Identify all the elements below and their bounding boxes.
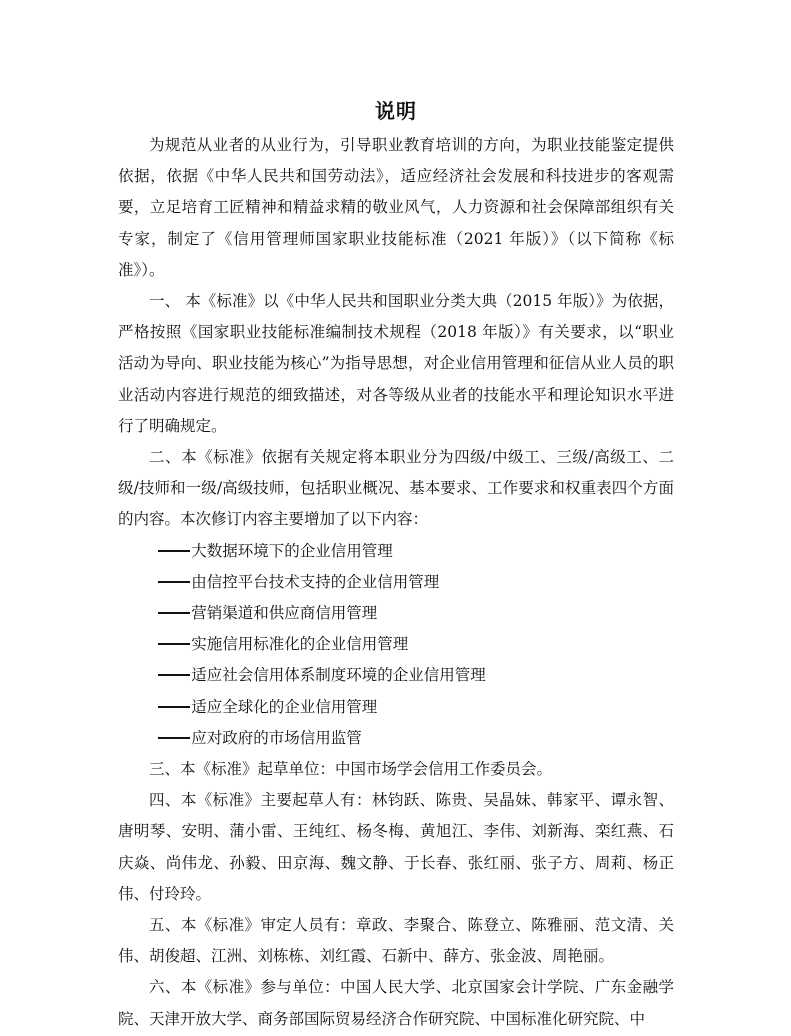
- em-dash-mark: [158, 612, 190, 614]
- list-item: 适应全球化的企业信用管理: [118, 692, 674, 723]
- item-4-paragraph: 四、本《标准》主要起草人有：林钧跃、陈贵、吴晶妹、韩家平、谭永智、唐明琴、安明、蒲小雷、王纯红、杨冬梅、黄旭江、李伟、刘新海、栾红燕、石庆焱、尚伟龙、孙毅、田京海、魏文静、于长春、张红丽、张子方、周莉、杨正伟、付玲玲。: [118, 791, 674, 903]
- item-6-paragraph: 六、本《标准》参与单位：中国人民大学、北京国家会计学院、广东金融学院、天津开放大学、商务部国际贸易经济合作研究院、中国标准化研究院、中: [118, 978, 674, 1028]
- em-dash-mark: [158, 706, 190, 708]
- document-page: [118, 96, 674, 1035]
- list-item: 由信控平台技术支持的企业信用管理: [118, 567, 674, 598]
- em-dash-mark: [158, 643, 190, 645]
- em-dash-mark: [158, 550, 190, 552]
- list-item: 营销渠道和供应商信用管理: [118, 598, 674, 629]
- item-2-paragraph: 二、本《标准》依据有关规定将本职业分为四级/中级工、三级/高级工、二级/技师和一级/高级技师，包括职业概况、基本要求、工作要求和权重表四个方面的内容。本次修订内容主要增加了以下内容：: [118, 448, 674, 529]
- intro-paragraph: 为规范从业者的从业行为，引导职业教育培训的方向，为职业技能鉴定提供依据，依据《中华人民共和国劳动法》，适应经济社会发展和科技进步的客观需要，立足培育工匠精神和精益求精的敬业风气，人力资源和社会保障部组织有关专家，制定了《信用管理师国家职业技能标准（2021 年版）》（以下简称《标准》）。: [118, 136, 674, 279]
- document-title: 说明: [375, 99, 417, 123]
- item-3-paragraph: 三、本《标准》起草单位：中国市场学会信用工作委员会。: [149, 760, 553, 779]
- list-item: 应对政府的市场信用监管: [118, 723, 674, 754]
- list-item: 适应社会信用体系制度环境的企业信用管理: [118, 660, 674, 691]
- em-dash-mark: [158, 737, 190, 739]
- em-dash-mark: [158, 674, 190, 676]
- list-item: 实施信用标准化的企业信用管理: [118, 629, 674, 660]
- item-1-paragraph: 一、 本《标准》以《中华人民共和国职业分类大典（2015 年版）》为依据，严格按照《国家职业技能标准编制技术规程（2018 年版）》有关要求，以“职业活动为导向、职业技能为核心”为指导思想，对企业信用管理和征信从业人员的职业活动内容进行规范的细致描述，对各等级从业者的技能水平和理论知识水平进行了明确规定。: [118, 292, 674, 435]
- list-item: 大数据环境下的企业信用管理: [118, 536, 674, 567]
- item-5-paragraph: 五、本《标准》审定人员有：章政、李聚合、陈登立、陈雅丽、范文清、关伟、胡俊超、江洲、刘栋栋、刘红霞、石新中、薛方、张金波、周艳丽。: [118, 916, 674, 966]
- additions-list: [118, 536, 674, 754]
- em-dash-mark: [158, 581, 190, 583]
